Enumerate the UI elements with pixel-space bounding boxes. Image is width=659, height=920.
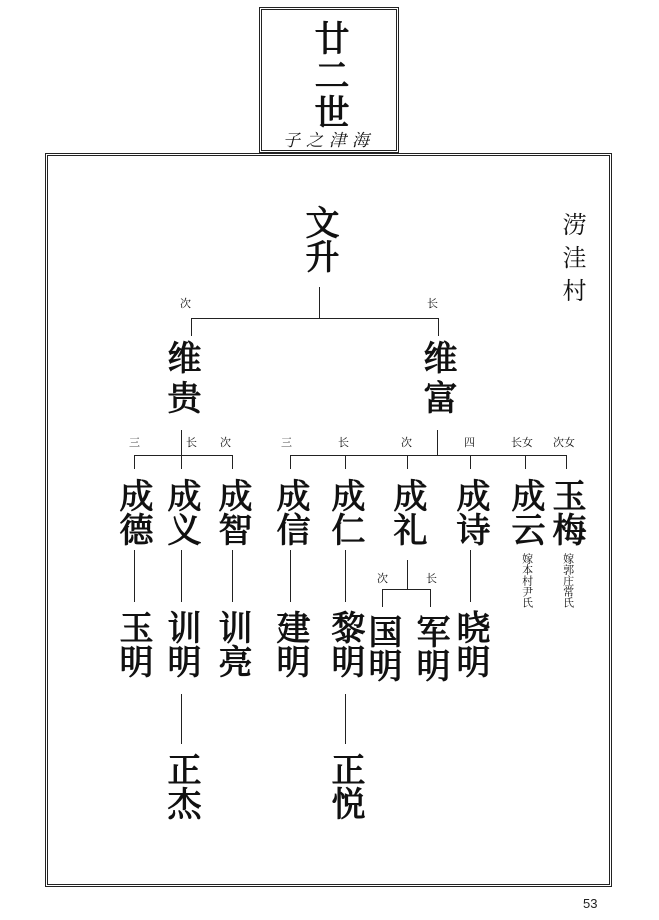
person-gen2: 维贵 bbox=[161, 340, 201, 420]
person-root: 文升 bbox=[299, 205, 339, 273]
person-gen4: 建明 bbox=[270, 610, 310, 678]
connector-gen4 bbox=[470, 550, 471, 602]
connector-right-stub bbox=[470, 455, 471, 469]
order-label: 次女 bbox=[553, 436, 575, 449]
connector-left-bar bbox=[134, 455, 233, 456]
connector-gen5 bbox=[345, 694, 346, 744]
title-box bbox=[259, 7, 399, 153]
person-gen2: 维富 bbox=[417, 340, 457, 420]
order-label: 次 bbox=[377, 572, 388, 585]
connector-right-branch bbox=[437, 430, 438, 456]
person-gen3: 成智 bbox=[212, 478, 252, 546]
connector-gen2-bar bbox=[191, 318, 439, 319]
generation-title: 廿二世 bbox=[309, 20, 350, 131]
person-gen3: 成云 bbox=[505, 478, 545, 546]
order-label: 次 bbox=[220, 436, 231, 449]
person-gen4: 军明 bbox=[410, 614, 450, 682]
person-gen4: 训明 bbox=[161, 610, 201, 678]
connector-gen4 bbox=[134, 550, 135, 602]
connector-gen4 bbox=[345, 550, 346, 602]
connector-right-stub bbox=[407, 455, 408, 469]
connector-gen2-left bbox=[191, 318, 192, 336]
connector-gen4 bbox=[290, 550, 291, 602]
connector-chengli-bar bbox=[382, 589, 431, 590]
connector-chengli-stub bbox=[382, 589, 383, 607]
order-label: 三 bbox=[281, 436, 292, 449]
connector-left-stub bbox=[181, 455, 182, 469]
person-gen5: 正杰 bbox=[161, 752, 201, 820]
person-gen4: 晓明 bbox=[450, 610, 490, 678]
connector-right-stub bbox=[345, 455, 346, 469]
person-gen4: 玉明 bbox=[113, 610, 153, 678]
person-gen5: 正悦 bbox=[325, 752, 365, 820]
village-name: 涝洼村 bbox=[558, 212, 586, 311]
person-gen3: 成德 bbox=[113, 478, 153, 546]
person-gen4: 训亮 bbox=[212, 610, 252, 678]
title-subtitle: 子之津海 bbox=[283, 131, 375, 151]
connector-left-stub bbox=[134, 455, 135, 469]
connector-chengli-stub bbox=[430, 589, 431, 607]
connector-right-stub bbox=[290, 455, 291, 469]
order-label: 长 bbox=[186, 436, 197, 449]
connector-gen2-right bbox=[438, 318, 439, 336]
marriage-note: 嫁本村尹氏 bbox=[520, 553, 534, 608]
person-gen3: 成诗 bbox=[450, 478, 490, 546]
connector-root bbox=[319, 287, 320, 319]
connector-right-stub bbox=[566, 455, 567, 469]
connector-left-branch bbox=[181, 430, 182, 456]
connector-gen4 bbox=[232, 550, 233, 602]
order-label: 长 bbox=[427, 297, 438, 310]
person-gen3: 成义 bbox=[161, 478, 201, 546]
person-gen3: 成仁 bbox=[325, 478, 365, 546]
order-label: 长 bbox=[426, 572, 437, 585]
connector-gen5 bbox=[181, 694, 182, 744]
person-gen3: 成信 bbox=[270, 478, 310, 546]
connector-chengli-branch bbox=[407, 560, 408, 590]
order-label: 长 bbox=[338, 436, 349, 449]
person-gen4: 国明 bbox=[362, 614, 402, 682]
page-number: 53 bbox=[583, 896, 598, 911]
marriage-note: 嫁郭庄常氏 bbox=[561, 553, 575, 608]
connector-right-stub bbox=[525, 455, 526, 469]
order-label: 次 bbox=[180, 297, 191, 310]
order-label: 三 bbox=[129, 436, 140, 449]
order-label: 次 bbox=[401, 436, 412, 449]
person-gen4: 黎明 bbox=[325, 610, 365, 678]
person-gen3: 成礼 bbox=[387, 478, 427, 546]
order-label: 四 bbox=[464, 436, 475, 449]
connector-gen4 bbox=[181, 550, 182, 602]
connector-left-stub bbox=[232, 455, 233, 469]
person-gen3: 玉梅 bbox=[546, 478, 586, 546]
order-label: 长女 bbox=[511, 436, 533, 449]
